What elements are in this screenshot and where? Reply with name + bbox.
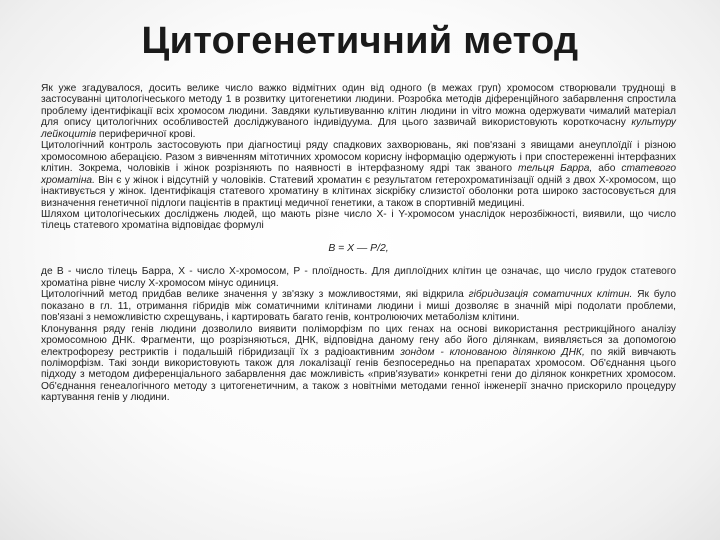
document-body xyxy=(41,83,676,404)
paragraph-2: Цитологічний контроль застосовують при діагностиці ряду спадкових захворювань, які пов'язані з явищами анеуплоїдії і різною хромосомною аберацією. Разом з вивченням мітотичних хромосом корисну інформацію одержують і при спостереженні інтерфазних клітин. Зокрема, чоловіків і жінок розрізняють по наявності в інтерфазному ядрі так званого тельця Барра, або статевого хроматіна. Він є у жінок і відсутній у чоловіків. Статевий хроматин є результатом гетерохроматинізації одній з двох Х-хромосом, що інактивується у жінок. Ідентифікація статевого хроматину в клітинах зіскрібку слизистої оболонки рота широко застосовується для визначення генетичної підлоги пацієнтів в практиці медичної генетики, а також в спортивній медицині. xyxy=(41,140,677,209)
paragraph-1: Як уже згадувалося, досить велике число важко відмітних один від одного (в межах груп) хромосом створювали труднощі в застосуванні цитологічеського методу 1 в розвитку цитогенетики людини. Розробка методів діференційного забарвлення спростила проблему ідентифікації всіх хромосом людини. Завдяки культивуванню клітин людини in vitro можна одержувати чималий матеріал для опису цитологічних особливостей досліджуваного індивідуума. Для цього зазвичай використовують короткочасну культуру лейкоцитів периферичної крові. xyxy=(41,83,676,140)
paragraph-6: Клонування ряду генів людини дозволило виявити поліморфізм по цих генах на основі використання рестрикційного аналізу хромосомною ДНК. Фрагменти, що розрізняються, ДНК, відповідна даному гену або його ділянкам, виявляється за допомогою електрофорезу рестриктів і подальшій гібридизації їх з радіоактивним зондом - клонованою ділянкою ДНК, по якій вивчають поліморфізм. Такі зонди використовують також для локалізації генів безпосередньо на препаратах хромосом. Об'єднання цього підходу з методом диференціального забарвлення дає можливість «прив'язувати» конкретні гени до ділянок конкретних хромосом. Об'єднання генеалогічного методу з цитогенетичним, а також з новітніми методами генної інженерії значно прискорило процедуру картування генів у людини. xyxy=(41,323,676,404)
paragraph-3: Шляхом цитологічеських досліджень людей, що мають різне число Х- і Y-хромосом унаслідок нерозбіжності, виявили, що число тілець статевого хроматіна відповідає формулі xyxy=(41,208,676,232)
formula: В = Х — Р/2, xyxy=(328,242,389,254)
page-title: Цитогенетичний метод xyxy=(141,20,579,62)
paragraph-4: де В - число тілець Барра, Х - число Х-хромосом, Р - плоїдность. Для диплоїдних клітин це означає, що число грудок статевого хроматіна рівне числу Х-хромосом мінус одиниця. xyxy=(41,266,676,289)
paragraph-5: Цитологічний метод придбав велике значення у зв'язку з можливостями, які відкрила гібридизація соматичних клітин. Як було показано в гл. 11, отримання гібридів між соматичними клітинами людини і миші дозволяє в значній мірі подолати проблеми, пов'язані з неможливістю схрещувань, і картировать багато генів, контролюючих метаболізм клітини. xyxy=(41,289,676,324)
